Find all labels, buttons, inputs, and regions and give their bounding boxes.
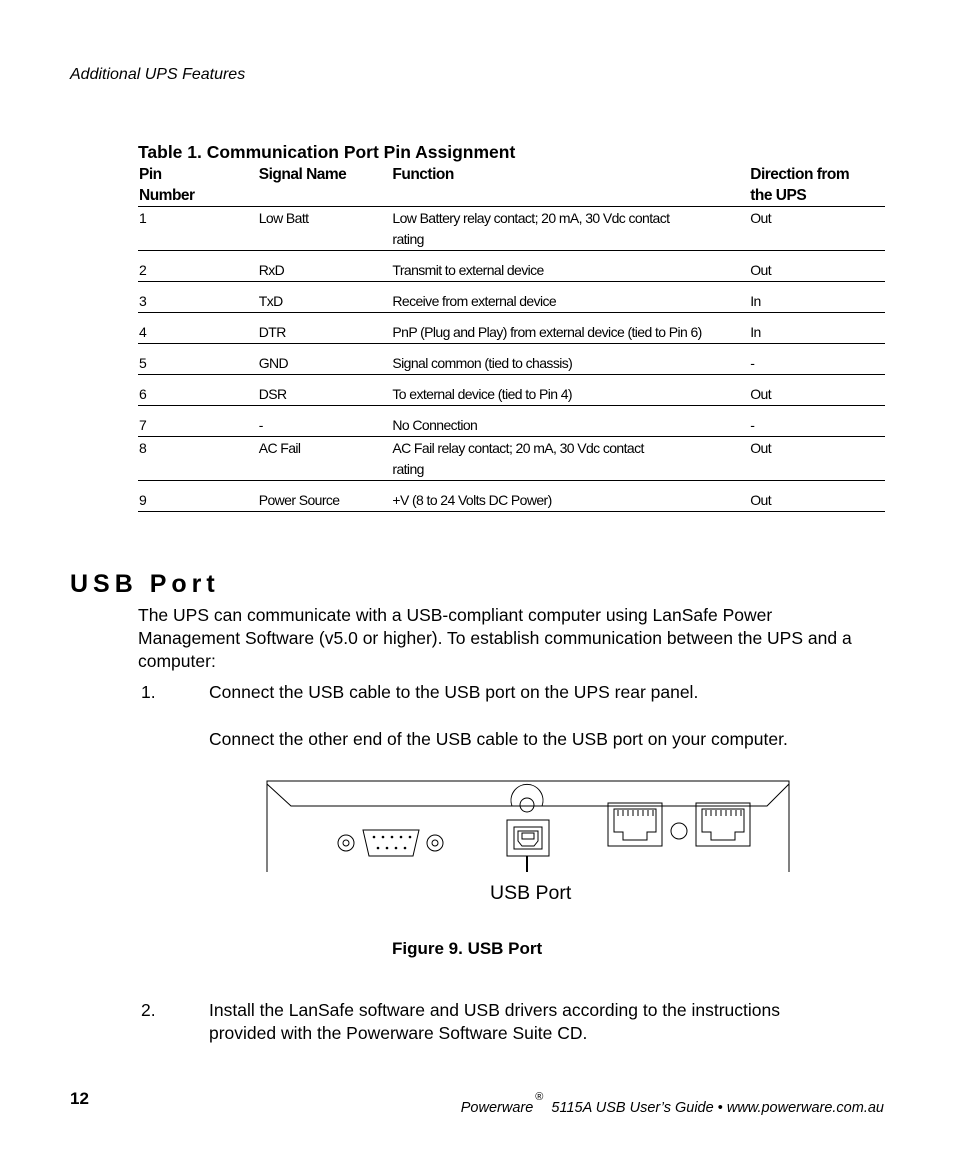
usb-port-housing [507,820,549,856]
running-header: Additional UPS Features [70,66,246,83]
registered-mark: ® [535,1091,544,1103]
header-signal-name: Signal Name [258,164,392,207]
function-cell [391,437,749,481]
function-cell [391,207,749,251]
pin-cell: 2 [138,251,258,282]
header-pin-number: Pin Number [138,164,258,207]
function-line: Receive from external device [392,293,557,309]
db9-serial-port [363,830,419,856]
table-row [138,375,885,406]
direction-cell: - [749,344,885,375]
pin-cell: 7 [138,406,258,437]
signal-cell: Power Source [258,481,392,512]
table-caption: Table 1. Communication Port Pin Assignment [138,142,516,162]
direction-cell: Out [749,207,885,251]
footer-bullet: • [717,1100,723,1116]
top-mounting-hole [511,784,543,806]
function-cell [391,251,749,282]
direction-cell: Out [749,375,885,406]
signal-cell: GND [258,344,392,375]
pin-cell: 9 [138,481,258,512]
signal-cell: DSR [258,375,392,406]
page-number: 12 [70,1089,89,1108]
step-1-text-continued: Connect the other end of the USB cable to the USB port on your computer. [209,729,788,749]
step-1-text: Connect the USB cable to the USB port on the UPS rear panel. [209,682,699,702]
table-row [138,251,885,282]
pin-cell: 1 [138,207,258,251]
table-header-row [138,164,885,207]
usb-port-callout-label: USB Port [490,882,572,904]
signal-cell: TxD [258,282,392,313]
signal-cell: - [258,406,392,437]
function-line: AC Fail relay contact; 20 mA, 30 Vdc contact [392,440,644,456]
function-cell [391,406,749,437]
function-line: Signal common (tied to chassis) [392,355,573,371]
panel-indicator [671,823,687,839]
signal-cell: AC Fail [258,437,392,481]
ups-rear-panel-illustration [266,780,790,872]
section-heading: USB Port [70,570,220,598]
function-line: rating [392,461,424,477]
function-cell [391,313,749,344]
direction-cell: In [749,313,885,344]
table-row [138,282,885,313]
function-line: No Connection [392,417,478,433]
table-row [138,344,885,375]
function-cell [391,344,749,375]
step-2-text: Install the LanSafe software and USB drivers according to the instructions provided with the Powerware Software Suite CD. [209,1000,780,1043]
table-body [138,207,885,512]
direction-cell: Out [749,481,885,512]
direction-cell: - [749,406,885,437]
screw-right [427,835,443,851]
pin-assignment-table [138,164,885,512]
step-2-number: 2. [141,1000,156,1020]
screw-left [338,835,354,851]
direction-cell: In [749,282,885,313]
pin-cell: 8 [138,437,258,481]
table-row [138,406,885,437]
function-line: PnP (Plug and Play) from external device (tied to Pin 6) [392,324,702,340]
table-row [138,481,885,512]
footer-brand: Powerware [460,1100,534,1116]
direction-cell: Out [749,437,885,481]
signal-cell: Low Batt [258,207,392,251]
header-direction: Direction from the UPS [749,164,885,207]
function-line: Low Battery relay contact; 20 mA, 30 Vdc contact [392,210,670,226]
pin-cell: 3 [138,282,258,313]
figure-caption: Figure 9. USB Port [392,939,543,958]
signal-cell: RxD [258,251,392,282]
header-function: Function [391,164,749,207]
table-row [138,437,885,481]
table-row [138,207,885,251]
pin-cell: 6 [138,375,258,406]
function-cell [391,481,749,512]
function-line: To external device (tied to Pin 4) [392,386,572,402]
function-cell [391,282,749,313]
intro-paragraph: The UPS can communicate with a USB-compliant computer using LanSafe Power Management Software (v5.0 or higher). To establish communication between the UPS and a computer: [138,605,852,671]
step-1-number: 1. [141,682,156,702]
function-line: rating [392,231,424,247]
running-footer [460,1091,884,1116]
signal-cell: DTR [258,313,392,344]
function-line: +V (8 to 24 Volts DC Power) [392,492,552,508]
direction-cell: Out [749,251,885,282]
footer-url: www.powerware.com.au [726,1100,884,1116]
footer-guide-title: 5115A USB User’s Guide [551,1100,714,1116]
table-row [138,313,885,344]
pin-cell: 5 [138,344,258,375]
pin-cell: 4 [138,313,258,344]
function-line: Transmit to external device [392,262,544,278]
function-cell [391,375,749,406]
